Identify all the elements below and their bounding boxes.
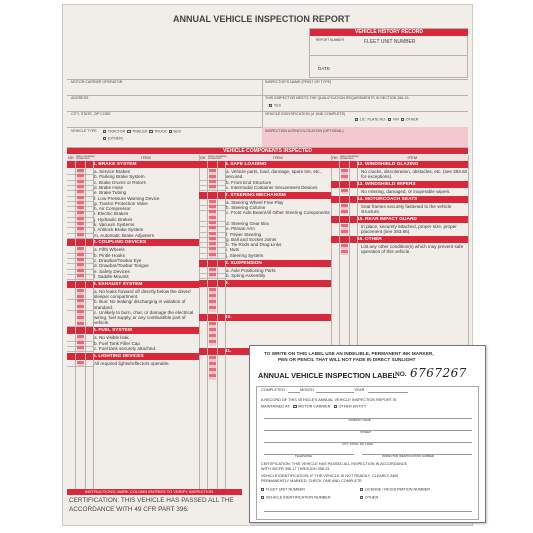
inspection-item: l. Antilock Brake System: [94, 227, 144, 233]
inspection-item: b. Spring Assembly: [226, 272, 266, 278]
inspection-item: i. Nuts: [226, 247, 240, 253]
certification-line-1: CERTIFICATION: THIS VEHICLE HAS PASSED ALL THE: [69, 497, 234, 504]
label-year: YEAR: [354, 388, 365, 392]
label-fleet-unit: FLEET UNIT NUMBER: [261, 488, 305, 493]
inspection-item: i. Electric Brakes: [94, 211, 129, 217]
col-header-needs-repair: NEEDS REPAIR: [208, 155, 216, 160]
col-header-item: ITEM: [273, 155, 283, 160]
qualification-text: THIS INSPECTOR MEETS THE QUALIFICATION REQUIREMENTS IN SECTION 396.19.: [265, 96, 410, 100]
city-state-zip-label: CITY, STATE, ZIP CODE: [71, 112, 111, 116]
inspection-item: g. Ball and Socket Joints: [226, 236, 277, 242]
other-id-checkbox[interactable]: [401, 118, 404, 121]
label-title: ANNUAL VEHICLE INSPECTION LABEL: [258, 371, 398, 380]
inspection-item: No cracks, discoloration, obstacles, etc. (see 393.60 for exceptions).: [361, 169, 468, 180]
certification-line-2: ACCORDANCE WITH 49 CFR PART 396.: [69, 506, 189, 513]
vehicle-identification-label: VEHICLE IDENTIFICATION (✔ AND COMPLETE): [265, 112, 346, 116]
inspection-item: b. Pintle Hooks: [94, 252, 125, 258]
col-header-repaired-date: REPAIRED DATE: [348, 155, 360, 160]
inspection-item: a. Steering Wheel Free Play: [226, 199, 284, 205]
section-header: 7. STEERING MECHANISM: [199, 192, 331, 199]
label-month: MONTH: [300, 388, 314, 392]
label-certification-2: WITH 49CFR 396.17 THROUGH 396.23.: [261, 467, 331, 471]
inspection-item: b. Parking Brake System: [94, 174, 145, 180]
vehicle-history-box: [309, 28, 468, 78]
section-header: 1. BRAKE SYSTEM: [67, 161, 199, 168]
inspection-item: d. Steering Gear Box: [226, 220, 269, 226]
inspection-item: b. Fuel Tank Filler Cap: [94, 340, 140, 346]
inspection-item: b. Front End Structure: [226, 179, 272, 185]
label-serial-number: 6767267: [410, 366, 467, 380]
section-header: 15. REAR IMPACT GUARD: [331, 216, 468, 223]
inspection-agency-label: INSPECTION AGENCY/LOCATION (OPTIONAL): [265, 129, 344, 133]
fleet-unit-label: FLEET UNIT NUMBER: [364, 39, 416, 45]
section-header: 2. COUPLING DEVICES: [67, 239, 199, 246]
label-telephone: TELEPHONE: [295, 454, 312, 458]
inspection-item: d. Drawbar/Towbar Tongue: [94, 263, 149, 269]
inspection-item: No missing, damaged, or inoperable wipers.: [361, 189, 451, 195]
needs-repair-column[interactable]: [209, 169, 216, 180]
inspection-item: Seat frames securely fastened to the vehicle structure.: [361, 203, 452, 215]
inspection-agency-box[interactable]: [262, 127, 468, 147]
yes-checkbox[interactable]: [269, 104, 272, 107]
needs-repair-column[interactable]: [77, 289, 84, 300]
inspection-item: a. Vehicle parts, load, dunnage, spare tire, etc., secured.: [226, 169, 323, 180]
needs-repair-column[interactable]: [341, 189, 348, 194]
section-header: 13. WINDSHIELD WIPERS: [331, 181, 468, 188]
inspection-item: j. Steering System: [226, 252, 264, 258]
col-header-needs-repair: NEEDS REPAIR: [76, 155, 84, 160]
tractor-checkbox[interactable]: [103, 130, 106, 133]
vin-checkbox[interactable]: [388, 118, 391, 121]
inspection-item: b. Steering Column: [226, 205, 266, 210]
inspection-item: f. Low Pressure Warning Device: [94, 195, 160, 201]
label-instruction-2: PEN OR PENCIL THAT WILL NOT FADE IN DIRECT SUNLIGHT: [278, 357, 416, 362]
components-title: VEHICLE COMPONENTS INSPECTED: [67, 148, 468, 154]
label-company-name: COMPANY NAME: [348, 418, 371, 422]
inspector-name-label: INSPECTOR'S NAME (PRINT OR TYPE): [265, 80, 332, 84]
date-label: DATE: [318, 66, 330, 71]
needs-repair-column[interactable]: [341, 224, 348, 235]
col-header-ok: OK: [68, 155, 74, 160]
col-header-ok: OK: [332, 155, 338, 160]
section-header: 14. MOTORCOACH SEATS: [331, 196, 468, 203]
inspection-item: g. Tractor Protection Valve: [94, 200, 148, 206]
section-header: 3. EXHAUST SYSTEM: [67, 281, 199, 288]
inspection-item: e. Safety Devices: [94, 268, 130, 274]
label-instruction-1: TO WRITE ON THIS LABEL USE AN INDELIBLE, PERMANENT INK MARKER,: [264, 351, 434, 356]
label-street: STREET: [360, 430, 372, 434]
label-other: OTHER: [360, 496, 378, 501]
section-header: 10.: [199, 314, 331, 321]
other-type-checkbox[interactable]: [103, 137, 106, 140]
label-city: CITY, STATE, ZIP CODE: [342, 442, 373, 446]
section-header: 6. SAFE LOADING: [199, 161, 331, 168]
instructions-bar: INSTRUCTIONS: MARK COLUMN ENTRIES TO VERIFY INSPECTION: [67, 489, 242, 495]
section-header: 9.: [199, 280, 331, 287]
inspection-item: h. Air Compressor: [94, 206, 131, 212]
label-license-checkbox[interactable]: [360, 488, 363, 491]
vehicle-type-options: TRACTOR TRAILER TRUCK BUS: [103, 130, 181, 134]
inspection-item: c. Unlikely to burn, char, or damage the electrical wiring, fuel supply, or any combustible part of vehicle.: [94, 309, 194, 326]
report-number-label: REPORT NUMBER: [316, 38, 344, 42]
label-fleet-unit-checkbox[interactable]: [261, 488, 264, 491]
inspection-item: a. Service Brakes: [94, 169, 130, 174]
col-header-item: ITEM: [407, 155, 418, 160]
needs-repair-column[interactable]: [209, 356, 216, 380]
col-header-needs-repair: NEEDS REPAIR: [340, 155, 348, 160]
inspection-item: k. Vacuum Systems: [94, 222, 135, 227]
truck-checkbox[interactable]: [149, 130, 152, 133]
label-maintained-at: MAINTAINED AT: MOTOR CARRIER OTHER ENTITY: [261, 404, 367, 409]
section-header: 8. SUSPENSION: [199, 260, 331, 267]
inspection-item: c. Brake Drums or Rotors: [94, 179, 146, 185]
inspection-label-sticker: [249, 345, 486, 523]
inspection-item: a. Axle Positioning Parts: [226, 267, 276, 273]
needs-repair-column[interactable]: [341, 244, 348, 255]
inspection-item: a. No visible leak.: [94, 335, 131, 341]
inspection-item: h. Tie Rods and Drag Links: [226, 242, 282, 248]
lic-plate-checkbox[interactable]: [355, 118, 358, 121]
col-header-repaired-date: REPAIRED DATE: [216, 155, 228, 160]
needs-repair-column[interactable]: [77, 310, 84, 326]
needs-repair-column[interactable]: [209, 288, 216, 312]
inspection-item: In place, securely attached, proper size, proper placement (see 393.86).: [361, 224, 457, 235]
needs-repair-column[interactable]: [209, 210, 216, 221]
label-no: NO.: [395, 371, 407, 378]
inspection-item: a. No leaks forward of/ directly below the driver/ sleeper compartment.: [94, 288, 191, 299]
col-header-ok: OK: [200, 155, 206, 160]
qualification-yes[interactable]: YES: [269, 104, 281, 108]
col-header-repaired-date: REPAIRED DATE: [84, 155, 96, 160]
report-title: ANNUAL VEHICLE INSPECTION REPORT: [173, 14, 350, 24]
label-certification-1: CERTIFICATION: THIS VEHICLE HAS PASSED ALL INSPECTION IN ACCORDANCE: [261, 462, 408, 466]
inspection-item: e. Brake Tubing: [94, 190, 127, 196]
label-other-checkbox[interactable]: [360, 496, 363, 499]
inspection-item: c. Front Axle Beam/All Other Steering Components: [226, 210, 330, 216]
label-record-text: A RECORD OF THIS VEHICLE'S ANNUAL VEHICLE INSPECTION REPORT IS: [261, 398, 397, 402]
label-license: LICENSE / REGISTRATION NUMBER: [360, 488, 430, 493]
label-completed: COMPLETED: [261, 388, 285, 392]
inspection-item: j. Hydraulic Brakes: [94, 216, 133, 222]
label-other-entity-checkbox[interactable]: [334, 405, 337, 408]
section-header: 12. WINDSHIELD GLAZING: [331, 161, 468, 168]
label-vin: VEHICLE IDENTIFICATION NUMBER: [261, 496, 331, 501]
vehicle-type-label: VEHICLE TYPE: [71, 129, 97, 133]
inspection-item: b. Bus: No leaking/ discharging in violation of standard.: [94, 299, 186, 310]
inspection-item: d. Brake Hose: [94, 184, 124, 190]
inspection-item: e. Pitman Arm: [226, 226, 255, 232]
motor-carrier-label: MOTOR CARRIER OPERATOR: [71, 80, 123, 84]
needs-repair-column[interactable]: [341, 204, 348, 215]
label-vin-checkbox[interactable]: [261, 496, 264, 499]
inspection-item: All required lights/reflectors operable.: [94, 360, 170, 366]
label-vehicle-id-2: PERMANENTLY MARKED, CHECK ONE AND COMPLETE: [261, 479, 362, 483]
section-header: 11.: [199, 348, 331, 355]
vehicle-type-other: (OTHER): [103, 137, 123, 141]
components-column-1: [67, 161, 199, 501]
inspection-item: c. Drawbar/Towbar Eye: [94, 258, 142, 263]
section-header: 16. OTHER: [331, 236, 468, 243]
label-motor-carrier-checkbox[interactable]: [293, 405, 296, 408]
label-inspector-id: INSPECTOR IDENTIFICATION NUMBER: [382, 454, 434, 458]
inspection-item: f. Power Steering: [226, 231, 262, 237]
inspection-item: f. Saddle-Mounts: [94, 273, 129, 279]
trailer-checkbox[interactable]: [127, 130, 130, 133]
inspection-item: c. Intermodal Container Securement Devices: [226, 184, 318, 190]
section-header: 4. FUEL SYSTEM: [67, 327, 199, 334]
inspection-item: m. Automatic Brake Adjusters: [94, 232, 154, 238]
needs-repair-column[interactable]: [341, 169, 348, 180]
address-label: ADDRESS: [71, 96, 89, 100]
vehicle-history-title: VEHICLE HISTORY RECORD: [310, 29, 468, 36]
inspection-item: List any other condition(s) which may prevent safe operation of this vehicle.: [361, 244, 464, 255]
inspection-item: c. Fuel tank securely attached.: [94, 345, 157, 351]
needs-repair-column[interactable]: [209, 322, 216, 346]
inspection-item: a. Fifth Wheels: [94, 247, 125, 253]
col-header-item: ITEM: [141, 155, 151, 160]
bus-checkbox[interactable]: [169, 130, 172, 133]
label-vehicle-id-1: VEHICLE IDENTIFICATION: IF THE VEHICLE IS NOT READILY, CLEARLY, AND: [261, 474, 399, 478]
section-header: 5. LIGHTING DEVICES: [67, 353, 199, 360]
vehicle-id-options: LIC. PLATE NO. VIN OTHER: [355, 118, 418, 122]
needs-repair-column[interactable]: [77, 299, 84, 310]
